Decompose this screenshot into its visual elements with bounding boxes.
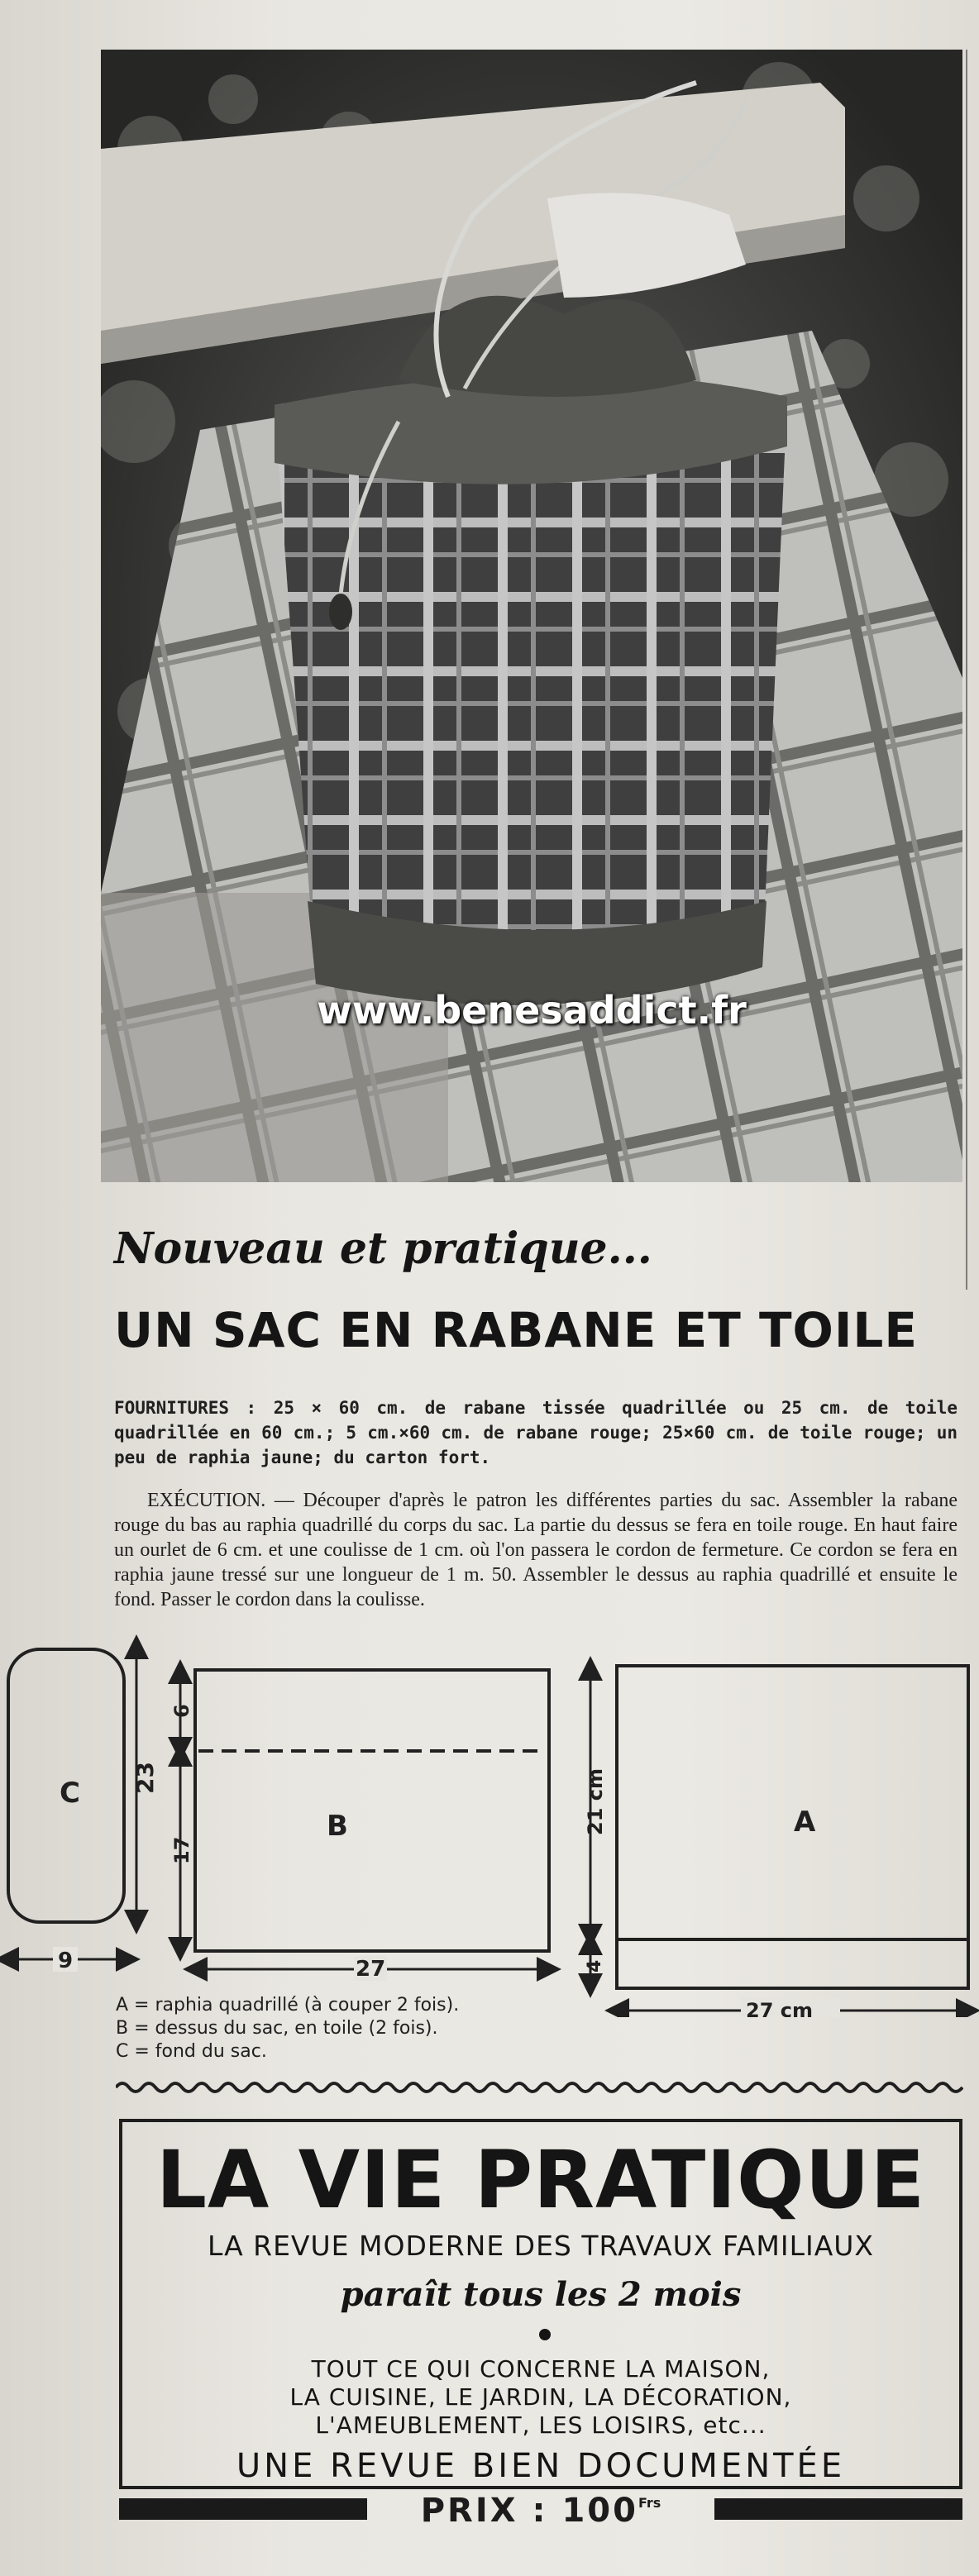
price-value: 100 — [561, 2492, 638, 2530]
watermark-text: www.benesaddict.fr — [317, 988, 747, 1033]
bag-photograph — [101, 50, 962, 1182]
piece-c-shape — [7, 1647, 159, 1973]
legend-item-b: B = dessus du sac, en toile (2 fois). — [116, 2018, 438, 2039]
supplies-label: FOURNITURES : — [114, 1398, 257, 1418]
advert-topics — [122, 2355, 959, 2440]
advert-title: LA VIE PRATIQUE — [155, 2134, 926, 2226]
supplies-paragraph — [114, 1395, 958, 1470]
legend-item-a: A = raphia quadrillé (à couper 2 fois). — [116, 1995, 460, 2015]
price-bar — [119, 2492, 962, 2530]
pattern-diagrams — [0, 1629, 979, 2017]
piece-b-top: 6 — [170, 1704, 193, 1718]
price-unit: Frs — [638, 2495, 661, 2511]
piece-b-width: 27 — [356, 1957, 386, 1982]
advert-topic-line: LA CUISINE, LE JARDIN, LA DÉCORATION, — [289, 2383, 792, 2411]
article-kicker: Nouveau et pratique... — [114, 1224, 652, 1274]
advert-topic-line: TOUT CE QUI CONCERNE LA MAISON, — [311, 2355, 771, 2383]
article-title: UN SAC EN RABANE ET TOILE — [114, 1302, 919, 1358]
piece-b-bottom: 17 — [170, 1836, 193, 1864]
bullet-dot-icon — [539, 2329, 551, 2340]
price-text — [119, 2492, 962, 2530]
piece-a-label: A — [794, 1806, 816, 1839]
page-edge-line — [966, 50, 967, 1290]
piece-c-width: 9 — [58, 1949, 74, 1973]
piece-c-label: C — [60, 1777, 80, 1810]
piece-c-height: 23 — [131, 1762, 159, 1794]
legend-item-c: C = fond du sac. — [116, 2041, 267, 2062]
advert-topic-line: L'AMEUBLEMENT, LES LOISIRS, etc... — [315, 2411, 766, 2439]
magazine-advert — [119, 2119, 962, 2489]
wavy-divider — [116, 2079, 963, 2096]
piece-b-label: B — [327, 1810, 348, 1843]
piece-a-shape — [584, 1666, 968, 2017]
price-label: PRIX : — [420, 2492, 548, 2530]
advert-tagline: UNE REVUE BIEN DOCUMENTÉE — [236, 2447, 846, 2485]
diagram-legend — [116, 1994, 459, 2063]
supplies-text: 25 × 60 cm. de rabane tissée quadrillée ou 25 cm. de toile quadrillée en 60 cm.; 5 cm.×60 cm. de rabane rouge; 25×60 cm. de toile rouge; un peu de raphia jaune; du carton fort. — [114, 1398, 958, 1467]
piece-a-main-height: 21 cm — [584, 1768, 607, 1835]
piece-a-band-height: 4 — [585, 1959, 605, 1973]
advert-subtitle: LA REVUE MODERNE DES TRAVAUX FAMILIAUX — [207, 2230, 875, 2262]
piece-a-width: 27 cm — [746, 1999, 813, 2017]
piece-b-shape — [170, 1670, 549, 1982]
advert-frequency: paraît tous les 2 mois — [340, 2275, 742, 2314]
execution-paragraph: EXÉCUTION. — Découper d'après le patron les différentes parties du sac. Assembler la rabane rouge du bas au raphia quadrillé du corps du sac. La partie du dessus se fera en toile rouge. En haut faire un ourlet de 6 cm. et une coulisse de 1 cm. où l'on passera le cordon de fermeture. Ce cordon se fera en raphia jaune tressé sur une longueur de 1 m. 50. Assembler le dessus au raphia quadrillé et ensuite le fond. Passer le cordon dans la coulisse. — [114, 1490, 958, 1610]
